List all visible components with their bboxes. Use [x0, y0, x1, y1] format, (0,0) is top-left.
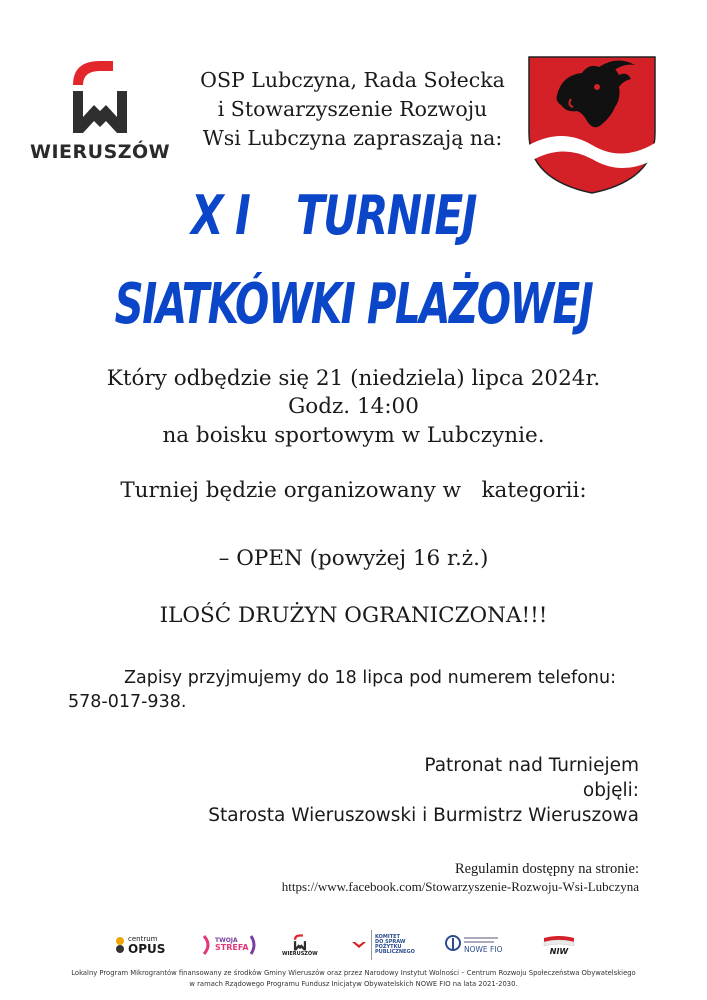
footer-note-line-1: Lokalny Program Mikrograntów finansowany ze środków Gminy Wieruszów oraz przez Narodowy Instytut Wolności – Centrum Rozwoju Społeczeństwa Obywatelskiego: [71, 969, 636, 977]
opus-logo: [115, 925, 165, 965]
komitet-text-4: PUBLICZNEGO: [375, 949, 415, 955]
event-time: Godz. 14:00: [288, 394, 419, 419]
patronage-line-2: objęli:: [582, 780, 639, 801]
nowe-fio-icon: [444, 934, 462, 956]
komitet-text-3: POŻYTKU: [375, 944, 402, 950]
komitet-logo: [350, 925, 415, 965]
strefa-small-text: TWOJA: [215, 937, 238, 944]
nowe-fio-text: NOWE FIO: [464, 944, 503, 954]
footer-note-line-2: w ramach Rządowego Programu Fundusz Inicjatyw Obywatelskich NOWE FIO na lata 2021-2030.: [189, 980, 518, 988]
komitet-text-1: KOMITET: [375, 934, 400, 940]
regulations-url[interactable]: https://www.facebook.com/Stowarzyszenie-Rozwoju-Wsi-Lubczyna: [281, 879, 639, 894]
header-line-2: i Stowarzyszenie Rozwoju: [217, 97, 488, 121]
event-date: Który odbędzie się 21 (niedziela) lipca 2024r.: [106, 366, 601, 391]
footer-logos: [110, 925, 600, 965]
wieruszow-small-logo: [282, 925, 318, 965]
wieruszow-small-logo-icon: [291, 933, 309, 951]
title-turniej: TURNIEJ: [296, 184, 476, 247]
eagle-icon: [350, 938, 368, 952]
niw-text: NIW: [549, 947, 569, 956]
title-line-2: SIATKÓWKI PLAŻOWEJ: [114, 272, 593, 337]
opus-small-text: centrum: [128, 934, 158, 943]
strefa-logo-icon-right: [249, 934, 259, 956]
wieruszow-logo-icon: [65, 55, 135, 135]
title-line-1: [58, 184, 609, 247]
strefa-logo-icon: [202, 934, 214, 956]
event-category: – OPEN (powyżej 16 r.ż.): [218, 546, 489, 571]
regulations-label: Regulamin dostępny na stronie:: [454, 861, 639, 877]
patronage-line-1: Patronat nad Turniejem: [424, 755, 639, 776]
niw-flag-icon: [542, 934, 576, 948]
nowe-fio-logo: [444, 925, 502, 965]
opus-big-text: OPUS: [128, 941, 166, 956]
patronage-line-3: Starosta Wieruszowski i Burmistrz Wieruszowa: [208, 805, 639, 826]
header-line-3: Wsi Lubczyna zapraszają na:: [202, 126, 503, 150]
wieruszow-logo-text: WIERUSZÓW: [30, 141, 171, 163]
niw-logo: [542, 925, 576, 965]
komitet-text-2: DO SPRAW: [375, 939, 406, 945]
event-team-limit: ILOŚĆ DRUŻYN OGRANICZONA!!!: [159, 603, 548, 628]
strefa-big-text: STREFA: [215, 943, 249, 952]
header-line-1: OSP Lubczyna, Rada Sołecka: [200, 68, 505, 92]
coat-of-arms: [527, 55, 657, 195]
wieruszow-logo: [30, 55, 175, 175]
event-category-intro: Turniej będzie organizowany w kategorii:: [120, 478, 587, 503]
event-place: na boisku sportowym w Lubczynie.: [162, 423, 545, 448]
signup-phone: 578-017-938.: [68, 692, 187, 712]
opus-logo-icon: [115, 936, 125, 954]
coat-of-arms-shield-icon: [527, 55, 657, 195]
wieruszow-small-text: WIERUSZÓW: [282, 951, 318, 957]
footer-funding-note: [0, 968, 707, 990]
signup-line-1: Zapisy przyjmujemy do 18 lipca pod numerem telefonu:: [124, 668, 616, 688]
title-roman-numeral: X I: [191, 184, 250, 247]
strefa-logo: [202, 925, 259, 965]
